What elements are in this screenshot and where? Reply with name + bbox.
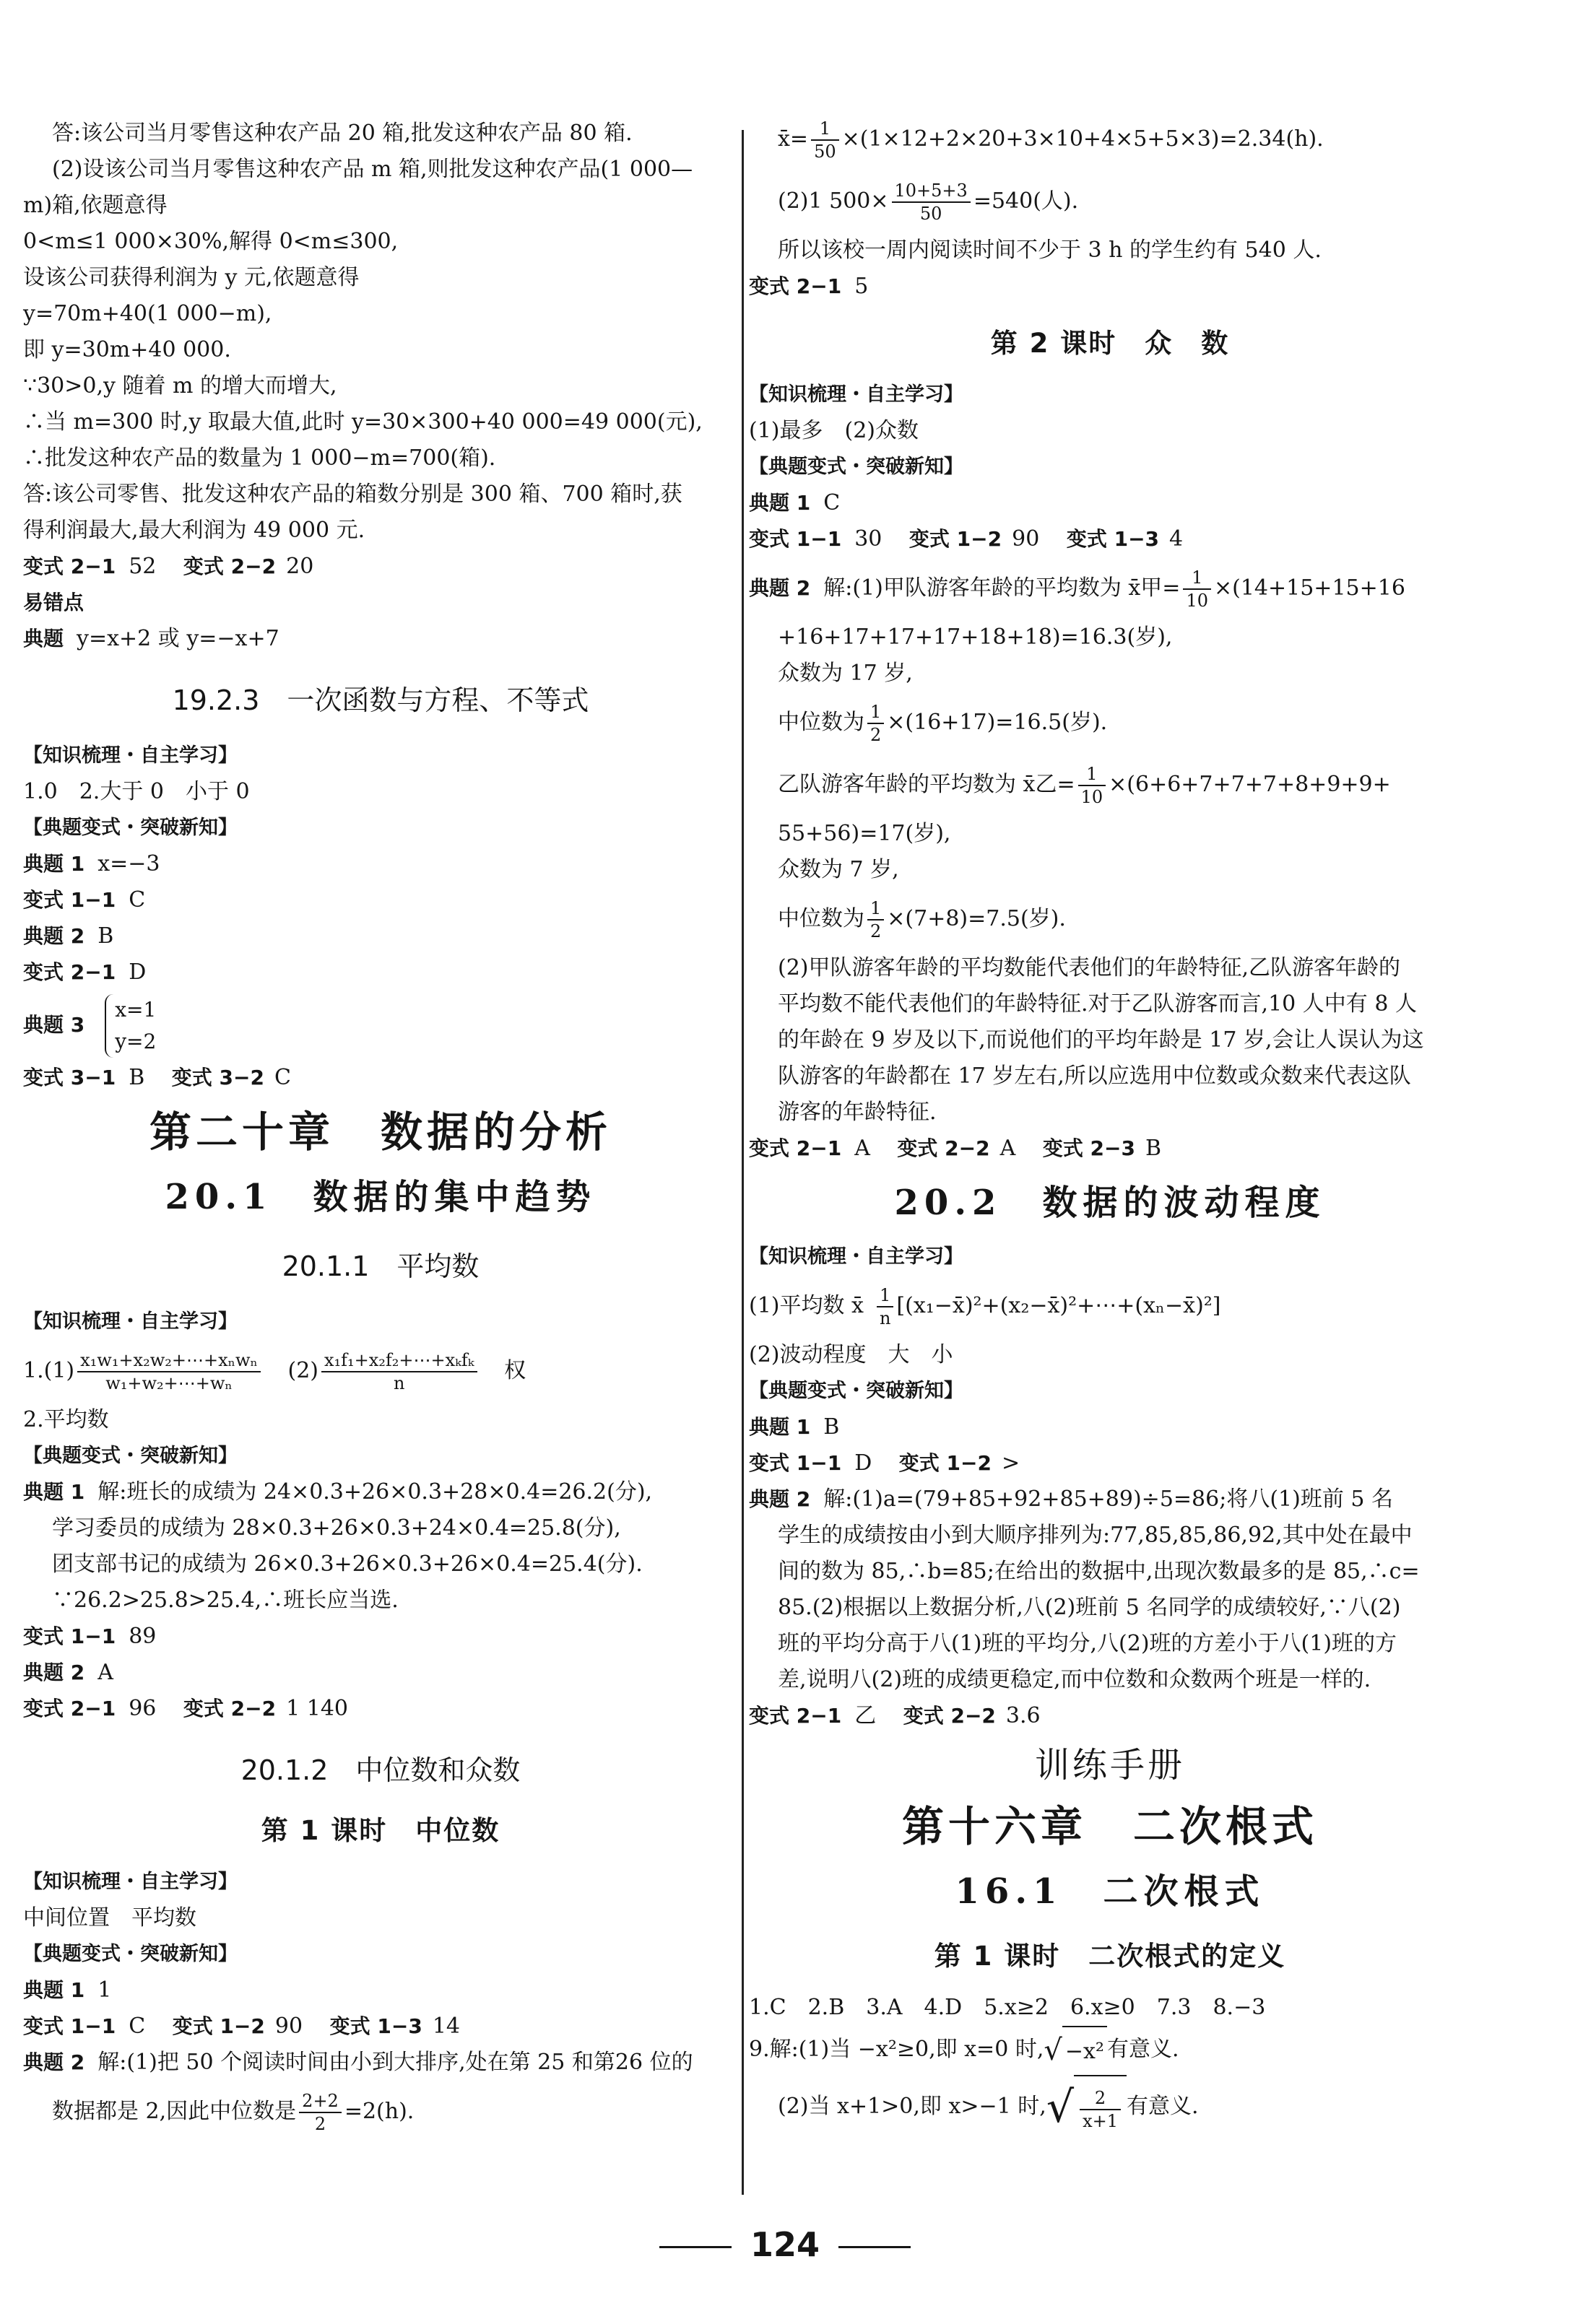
formula-line (749, 2026, 1471, 2075)
formula-line (749, 170, 1471, 232)
answer-line (23, 1619, 738, 1655)
mean-fraction (1078, 765, 1106, 806)
chapter-title: 第二十章 数据的分析 (149, 1107, 612, 1157)
variant-label: 变式 2−1 (23, 554, 116, 578)
text-line: 55+56)=17(岁), (778, 821, 951, 846)
formula-line (23, 1340, 738, 1402)
answer-line (749, 1481, 1471, 1518)
variant-label: 变式 2−2 (183, 554, 277, 578)
text-line: 设该公司获得利润为 y 元,依题意得 (23, 265, 360, 290)
answer-line (23, 2045, 738, 2081)
answer-line (23, 549, 738, 585)
example-tag: 【典题变式・突破新知】 (749, 456, 963, 478)
variance-formula: [(x₁−x̄)²+(x₂−x̄)²+⋯+(xₙ−x̄)²] (896, 1293, 1221, 1318)
answer-value: 乙 (854, 1703, 877, 1728)
example-label: 典题 1 (749, 491, 811, 515)
solution-text: 有意义. (1106, 2037, 1179, 2062)
text-line: 间的数为 85,∴b=85;在给出的数据中,出现次数最多的是 85,∴c= (778, 1559, 1420, 1584)
denominator: 2 (314, 2114, 326, 2134)
denominator: 2 (870, 725, 882, 745)
text-line: 1.0 2.大于 0 小于 0 (23, 779, 250, 804)
variant-label: 变式 1−2 (898, 1451, 992, 1475)
text-line: 1.C 2.B 3.A 4.D 5.x≥2 6.x≥0 7.3 8.−3 (749, 1995, 1266, 2020)
denominator: w₁+w₂+⋯+wₙ (105, 1373, 233, 1393)
text-line: 0<m≤1 000×30%,解得 0<m≤300, (23, 229, 399, 254)
answer-value: D (129, 959, 147, 985)
answer-line (23, 1474, 738, 1510)
formula-line (749, 2075, 1471, 2140)
example-label: 典题 2 (749, 1487, 811, 1511)
solution-text: 中位数为 (778, 906, 864, 931)
equation-system (105, 994, 156, 1058)
solution-text: =540(人). (973, 188, 1079, 214)
item-number: (2) (287, 1358, 318, 1383)
answer-line (749, 485, 1471, 521)
variant-label: 变式 2−2 (903, 1704, 996, 1728)
median-fraction (867, 703, 884, 744)
frequency-mean-fraction (321, 1352, 477, 1392)
mean-fraction (1183, 569, 1211, 609)
variant-label: 变式 2−3 (1042, 1136, 1135, 1160)
subsection-heading: 20.1.2 中位数和众数 (240, 1754, 521, 1786)
example-tag: 【典题变式・突破新知】 (23, 817, 238, 839)
text-line: y=70m+40(1 000−m), (23, 301, 272, 326)
solution-text: (2)1 500× (778, 188, 889, 214)
example-label: 典题 1 (749, 1415, 811, 1439)
answer-value: > (1001, 1450, 1020, 1476)
radicand (1074, 2075, 1127, 2140)
variant-label: 变式 1−1 (749, 1451, 842, 1475)
numerator: 1 (1078, 765, 1106, 786)
text-line: 团支部书记的成绩为 26×0.3+26×0.3+26×0.4=25.4(分). (52, 1551, 643, 1577)
variant-label: 变式 1−1 (23, 1624, 116, 1648)
variant-label: 变式 2−1 (23, 1697, 116, 1720)
solution-text: 乙队游客年龄的平均数为 x̄乙= (778, 772, 1075, 797)
answer-value: 90 (1012, 526, 1040, 552)
numerator: 1 (877, 1287, 893, 1307)
equation: x=1 (115, 998, 157, 1022)
numerator: 2 (1080, 2089, 1121, 2110)
answer-line (23, 918, 738, 954)
answer-line (23, 846, 738, 882)
answer-value: A (97, 1660, 113, 1685)
answer-line (23, 621, 738, 657)
example-label: 典题 1 (23, 1978, 85, 2002)
manual-title: 训练手册 (1034, 1745, 1185, 1785)
answer-value: 90 (274, 2014, 303, 2039)
text-line: 中间位置 平均数 (23, 1905, 196, 1931)
text-line: +16+17+17+17+18+18)=16.3(岁), (778, 624, 1173, 650)
example-label: 典题 (23, 627, 64, 650)
text-line: 学生的成绩按由小到大顺序排列为:77,85,85,86,92,其中处在最中 (778, 1523, 1413, 1548)
solution-text: ×(14+15+15+16 (1213, 575, 1405, 601)
formula-line (749, 754, 1471, 816)
text-line: 2.平均数 (23, 1407, 109, 1432)
answer-line (749, 1698, 1471, 1734)
text-line: m)箱,依题意得 (23, 193, 168, 218)
answer-line (23, 1655, 738, 1691)
answer-line (23, 882, 738, 918)
variant-label: 变式 3−2 (171, 1066, 264, 1089)
numerator: 1 (1183, 569, 1211, 590)
mean-fraction (811, 120, 839, 160)
text-line: 得利润最大,最大利润为 49 000 元. (23, 518, 365, 543)
text-line: 队游客的年龄都在 17 岁左右,所以应选用中位数或众数来代表这队 (778, 1063, 1411, 1089)
section-title: 20.2 数据的波动程度 (894, 1183, 1326, 1223)
formula-line (749, 692, 1471, 754)
variant-label: 变式 2−1 (749, 274, 842, 298)
example-tag: 【典题变式・突破新知】 (749, 1380, 963, 1402)
equation: y=2 (115, 1030, 157, 1053)
section-heading: 19.2.3 一次函数与方程、不等式 (172, 684, 589, 716)
item-number: 1.(1) (23, 1358, 75, 1383)
answer-line (749, 1131, 1471, 1167)
variant-label: 变式 1−2 (172, 2014, 265, 2038)
example-label: 典题 2 (23, 1661, 85, 1684)
answer-line (23, 2009, 738, 2045)
answer-value: 89 (129, 1624, 157, 1649)
answer-value: 1 (97, 1977, 112, 2003)
answer-value: C (274, 1065, 291, 1090)
variance-fraction (877, 1287, 893, 1327)
text-line: (2)甲队游客年龄的平均数能代表他们的年龄特征,乙队游客年龄的 (778, 955, 1401, 980)
answer-line (23, 954, 738, 991)
section-title: 20.1 数据的集中趋势 (165, 1177, 597, 1217)
answer-value: B (1145, 1136, 1162, 1161)
text-line: 差,说明八(2)班的成绩更稳定,而中位数和众数两个班是一样的. (778, 1667, 1371, 1692)
weighted-mean-fraction (77, 1352, 261, 1392)
denominator: n (879, 1308, 891, 1328)
text-line: ∵26.2>25.8>25.4,∴班长应当选. (52, 1588, 399, 1613)
text-line: 所以该校一周内阅读时间不少于 3 h 的学生约有 540 人. (778, 238, 1322, 263)
text-line: 的年龄在 9 岁及以下,而说他们的平均年龄是 17 岁,会让人误认为这 (778, 1027, 1424, 1053)
solution-text: 数据都是 2,因此中位数是 (52, 2099, 297, 2124)
answer-value: A (999, 1136, 1016, 1161)
variant-label: 变式 2−1 (23, 960, 116, 984)
chapter-title: 第十六章 二次根式 (901, 1802, 1318, 1851)
numerator: 1 (811, 120, 839, 141)
text-line: (2)设该公司当月零售这种农产品 m 箱,则批发这种农产品(1 000— (52, 157, 693, 182)
radical-sign: √ (1046, 2082, 1075, 2133)
answer-line (749, 1445, 1471, 1481)
variant-label: 变式 2−1 (749, 1136, 842, 1160)
text-line: 众数为 17 岁, (778, 661, 913, 686)
answer-value: 5 (854, 274, 869, 299)
text-line: 85.(2)根据以上数据分析,八(2)班前 5 名同学的成绩较好,∵八(2) (778, 1595, 1401, 1620)
denominator: 10 (1186, 591, 1208, 611)
answer-value: 3.6 (1005, 1703, 1041, 1728)
formula-line (749, 557, 1471, 619)
answer-value: C (823, 490, 841, 515)
solution-text: 有意义. (1126, 2094, 1199, 2119)
answer-value: 96 (129, 1696, 157, 1721)
knowledge-tag: 【知识梳理・自主学习】 (749, 383, 963, 406)
right-column (749, 116, 1471, 2140)
denominator: 50 (919, 204, 942, 224)
answer-line (749, 269, 1471, 305)
numerator: 10+5+3 (892, 182, 971, 203)
text-line: 学习委员的成绩为 28×0.3+26×0.3+24×0.4=25.8(分), (52, 1515, 621, 1541)
square-root (1046, 2075, 1127, 2140)
answer-value: 4 (1169, 526, 1184, 552)
lesson-heading: 第 1 课时 二次根式的定义 (934, 1941, 1286, 1972)
denominator: n (394, 1373, 405, 1393)
variant-label: 变式 1−2 (908, 527, 1002, 551)
solution-text: (1)平均数 x̄ (749, 1293, 864, 1318)
text-line: ∵30>0,y 随着 m 的增大而增大, (23, 373, 337, 399)
denominator: 10 (1080, 787, 1103, 807)
variant-label: 变式 3−1 (23, 1066, 116, 1089)
solution-text: 解:(1)甲队游客年龄的平均数为 x̄甲= (823, 575, 1181, 601)
solution-text: 解:班长的成绩为 24×0.3+26×0.3+28×0.4=26.2(分), (97, 1479, 653, 1505)
radicand: −x² (1062, 2026, 1107, 2075)
answer-value: 14 (432, 2014, 460, 2039)
answer-line (23, 1972, 738, 2009)
radicand-fraction (1080, 2089, 1121, 2130)
answer-line (23, 991, 738, 1060)
variant-label: 变式 2−1 (749, 1704, 842, 1728)
formula-line (749, 1275, 1471, 1337)
text-line: 游客的年龄特征. (778, 1100, 937, 1125)
answer-value: 权 (504, 1358, 526, 1383)
text-line: 平均数不能代表他们的年龄特征.对于乙队游客而言,10 人中有 8 人 (778, 991, 1417, 1017)
text-line: ∴当 m=300 时,y 取最大值,此时 y=30×300+40 000=49 000(元), (23, 409, 703, 435)
solution-text: 解:(1)a=(79+85+92+85+89)÷5=86;将八(1)班前 5 名 (823, 1487, 1393, 1512)
answer-value: B (97, 923, 114, 949)
answer-line (23, 1691, 738, 1727)
answer-value: B (823, 1414, 840, 1440)
subsection-heading: 20.1.1 平均数 (282, 1250, 480, 1282)
median-fraction (867, 900, 884, 940)
formula-line (749, 108, 1471, 170)
radical-sign: √ (1044, 2034, 1062, 2067)
median-fraction (299, 2092, 342, 2133)
knowledge-tag: 【知识梳理・自主学习】 (749, 1245, 963, 1268)
text-line: (2)波动程度 大 小 (749, 1342, 953, 1367)
text-line: 答:该公司当月零售这种农产品 20 箱,批发这种农产品 80 箱. (52, 121, 633, 146)
numerator: 2+2 (299, 2092, 342, 2113)
column-divider (742, 130, 744, 2195)
numerator: 1 (867, 703, 884, 724)
solution-text: ×(6+6+7+7+7+8+9+9+ (1109, 772, 1391, 797)
numerator: x₁w₁+x₂w₂+⋯+xₙwₙ (77, 1352, 261, 1372)
answer-value: 52 (129, 554, 157, 579)
solution-text: ×(7+8)=7.5(岁). (887, 906, 1066, 931)
solution-text: =2(h). (344, 2099, 415, 2124)
answer-value: D (854, 1450, 872, 1476)
left-column (23, 116, 738, 2143)
denominator: x+1 (1083, 2111, 1118, 2131)
text-line: 众数为 7 岁, (778, 857, 899, 882)
variant-label: 变式 2−2 (183, 1697, 277, 1720)
text-line: 即 y=30m+40 000. (23, 337, 231, 362)
formula-line (749, 888, 1471, 950)
answer-value: y=x+2 或 y=−x+7 (77, 626, 279, 651)
example-label: 典题 3 (23, 1013, 85, 1037)
lesson-heading: 第 1 课时 中位数 (261, 1815, 500, 1846)
answer-value: 20 (286, 554, 314, 579)
page-number (0, 2225, 1570, 2264)
answer-value: A (854, 1136, 870, 1161)
variant-label: 变式 1−3 (1066, 527, 1160, 551)
page-number-rule (659, 2246, 732, 2248)
variant-label: 变式 2−2 (897, 1136, 990, 1160)
estimate-fraction (892, 182, 971, 222)
answer-line (23, 1060, 738, 1096)
answer-line (749, 1409, 1471, 1445)
square-root (1044, 2026, 1107, 2075)
solution-text: 解:(1)把 50 个阅读时间由小到大排序,处在第 25 和第26 位的 (97, 2050, 693, 2075)
variant-label: 变式 1−1 (23, 2014, 116, 2038)
numerator: 1 (867, 900, 884, 921)
solution-text: (2)当 x+1>0,即 x>−1 时, (778, 2094, 1046, 2119)
page-number-text: 124 (750, 2225, 820, 2264)
variant-label: 变式 1−1 (749, 527, 842, 551)
answer-line (749, 521, 1471, 557)
example-label: 典题 1 (23, 1480, 85, 1504)
knowledge-tag: 【知识梳理・自主学习】 (23, 1871, 238, 1893)
section-title: 16.1 二次根式 (955, 1871, 1265, 1912)
denominator: 2 (870, 921, 882, 941)
answer-value: C (129, 887, 146, 913)
answer-value: 30 (854, 526, 882, 552)
text-line: 答:该公司零售、批发这种农产品的箱数分别是 300 箱、700 箱时,获 (23, 482, 682, 507)
solution-text: ×(16+17)=16.5(岁). (887, 710, 1108, 735)
variant-label: 变式 1−3 (329, 2014, 422, 2038)
answer-value: x=−3 (97, 851, 160, 876)
solution-text: ×(1×12+2×20+3×10+4×5+5×3)=2.34(h). (841, 126, 1324, 152)
text-line: ∴批发这种农产品的数量为 1 000−m=700(箱). (23, 445, 496, 471)
example-tag: 【典题变式・突破新知】 (23, 1943, 238, 1965)
example-label: 典题 2 (23, 2050, 85, 2074)
example-label: 典题 2 (23, 924, 85, 948)
solution-text: 9.解:(1)当 −x²≥0,即 x=0 时, (749, 2037, 1044, 2062)
example-label: 典题 2 (749, 576, 811, 600)
page-number-rule (838, 2246, 911, 2248)
denominator: 50 (814, 142, 836, 162)
lesson-heading: 第 2 课时 众 数 (990, 328, 1230, 359)
solution-text: 中位数为 (778, 710, 864, 735)
numerator: x₁f₁+x₂f₂+⋯+xₖfₖ (321, 1352, 477, 1372)
formula-line (23, 2081, 738, 2143)
answer-value: B (129, 1065, 145, 1090)
answer-value: 1 140 (286, 1696, 348, 1721)
knowledge-tag: 【知识梳理・自主学习】 (23, 1310, 238, 1333)
solution-text: x̄= (778, 126, 809, 152)
knowledge-tag: 【知识梳理・自主学习】 (23, 744, 238, 767)
variant-label: 变式 1−1 (23, 888, 116, 912)
text-line: (1)最多 (2)众数 (749, 418, 919, 443)
text-line: 班的平均分高于八(1)班的平均分,八(2)班的方差小于八(1)班的方 (778, 1631, 1397, 1656)
example-label: 典题 1 (23, 852, 85, 876)
example-tag: 【典题变式・突破新知】 (23, 1445, 238, 1467)
error-point-heading: 易错点 (23, 591, 84, 614)
answer-value: C (129, 2014, 146, 2039)
